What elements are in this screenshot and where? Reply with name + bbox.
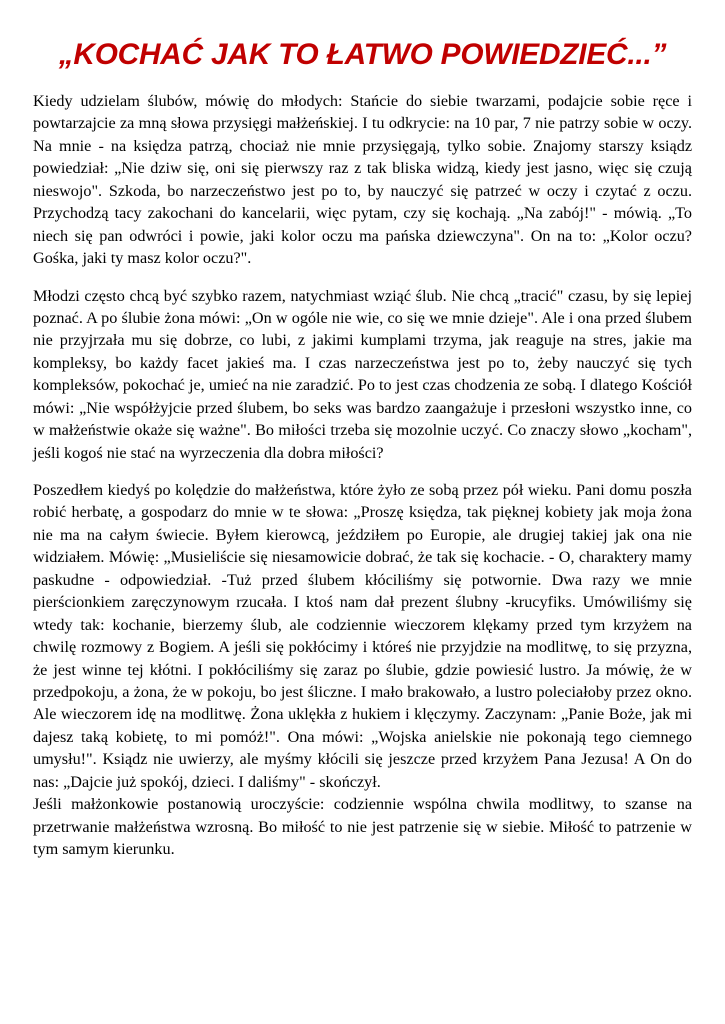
body-paragraph-1: Kiedy udzielam ślubów, mówię do młodych: Stańcie do siebie twarzami, podajcie sobie ręce i powtarzajcie za mną słowa przysięgi małżeńskiej. I tu odkrycie: na 10 par, 7 nie patrzy sobie w oczy. Na mnie - na księdza patrzą, chociaż nie mnie przysięgają, tylko sobie. Znajomy starszy ksiądz powiedział: „Nie dziw się, oni się pierwszy raz z tak bliska widzą, kiedy jest jasno, więc się czują nieswojo". Szkoda, bo narzeczeństwo jest po to, by nauczyć się patrzeć w oczy i czytać z oczu. Przychodzą tacy zakochani do kancelarii, więc pytam, czy się kochają. „Na zabój!" - mówią. „To niech się pan odwróci i powie, jaki kolor oczu ma pańska dziewczyna". On na to: „Kolor oczu? Gośka, jaki ty masz kolor oczu?". (33, 92, 692, 268)
body-paragraph-4: Jeśli małżonkowie postanowią uroczyście: codziennie wspólna chwila modlitwy, to szanse na przetrwanie małżeństwa wzrosną. Bo miłość to nie jest patrzenie się w siebie. Miłość to patrzenie w tym samym kierunku. (33, 795, 692, 858)
body-paragraph-3: Poszedłem kiedyś po kolędzie do małżeństwa, które żyło ze sobą przez pół wieku. Pani domu poszła robić herbatę, a gospodarz do mnie w te słowa: „Proszę księdza, tak pięknej kobiety jak moja żona nie ma na całym świecie. Byłem kierowcą, jeździłem po Europie, ale drugiej takiej jak ona nie widziałem. Mówię: „Musieliście się niesamowicie dobrać, że tak się kochacie. - O, charaktery mamy paskudne - odpowiedział. -Tuż przed ślubem kłóciliśmy się potwornie. Dwa razy we mnie pierścionkiem zaręczynowym rzucała. I ktoś nam dał prezent ślubny -krucyfiks. Umówiliśmy się wtedy tak: kochanie, bierzemy ślub, ale codziennie wieczorem klękamy przed tym krzyżem na chwilę rozmowy z Bogiem. A jeśli się pokłócimy i któreś nie przyjdzie na modlitwę, to się przyzna, że jest winne tej kłótni. I pokłóciliśmy się zaraz po ślubie, gdzie powiesić lustro. Ja mówię, że w przedpokoju, a żona, że w pokoju, bo jest śliczne. I mało brakowało, a lustro poleciałoby przez okno. Ale wieczorem idę na modlitwę. Żona uklękła z hukiem i klęczymy. Zaczynam: „Panie Boże, jak mi dajesz taką kobietę, to mi pomóż!". Ona mówi: „Wojska anielskie nie pokonają tego ciemnego umysłu!". Ksiądz nie uwierzy, ale myśmy kłócili się jeszcze przed krzyżem Pana Jezusa! A On do nas: „Dajcie już spokój, dzieci. I daliśmy" - skończył. (33, 481, 692, 791)
page-title: „KOCHAĆ JAK TO ŁATWO POWIEDZIEĆ...” (58, 38, 667, 71)
body-paragraph-2: Młodzi często chcą być szybko razem, natychmiast wziąć ślub. Nie chcą „tracić" czasu, by się lepiej poznać. A po ślubie żona mówi: „On w ogóle nie wie, co się we mnie dzieje". Ale i ona przed ślubem nie przyjrzała mu się dobrze, co lubi, z jakimi kumplami trzyma, jak reaguje na stres, jakie ma kompleksy, bo każdy facet jakieś ma. I czas narzeczeństwa jest po to, żeby nauczyć się tych kompleksów, pokochać je, umieć na nie zaradzić. Po to jest czas chodzenia ze sobą. I dlatego Kościół mówi: „Nie współżyjcie przed ślubem, bo seks was bardzo zaangażuje i przesłoni wszystko inne, co w małżeństwie okaże się ważne". Bo miłości trzeba się mozolnie uczyć. Co znaczy słowo „kocham", jeśli kogoś nie stać na wyrzeczenia dla dobra miłości? (33, 286, 692, 462)
